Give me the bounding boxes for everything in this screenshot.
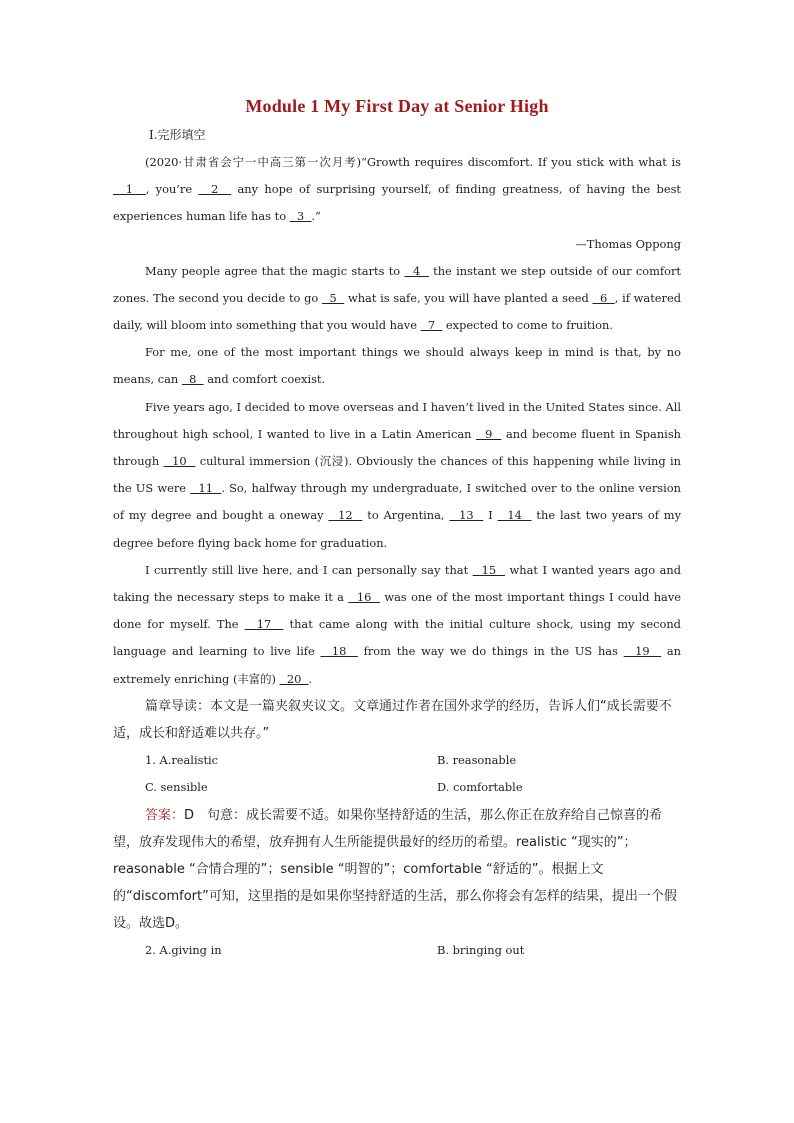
blank-6: 6 (592, 290, 615, 305)
answer-1 (113, 802, 681, 937)
blank-12: 12 (328, 508, 363, 523)
blank-18: 18 (320, 644, 358, 659)
blank-3: 3 (289, 209, 312, 224)
passage-guide: 篇章导读：本文是一篇夹叙夹议文。文章通过作者在国外求学的经历，告诉人们“成长需要不适，成长和舒适难以共存。” (113, 698, 672, 741)
blank-19: 19 (623, 644, 662, 659)
blank-13: 13 (449, 508, 484, 523)
blank-7: 7 (420, 318, 443, 333)
blank-10: 10 (163, 454, 196, 469)
paragraph-1: Many people agree that the magic starts to 4 the instant we step outside of our comfort zones. The second you decide to go 5 what is safe, you will have planted a seed 6 , if watered daily, will bloom into something that you would have 7 expected to come to fruition. (113, 263, 681, 333)
q1-option-b: B. reasonable (437, 752, 517, 767)
question-1-options-row-2 (113, 774, 681, 802)
paragraph-4: I currently still live here, and I can personally say that 15 what I wanted years ago and taking the necessary steps to make it a 16 was one of the most important things I could have done for myself. The 17 that came along with the initial culture shock, using my second language and learning to live life 18 from the way we do things in the US has 19 an extremely enriching (丰富的) 20 . (113, 562, 681, 686)
intro-quote: (2020·甘肃省会宁一中高三第一次月考)“Growth requires discomfort. If you stick with what is 1 , you’re 2 any hope of surprising yourself, of finding greatness, of having the best experiences human life has to 3 .” (113, 155, 681, 224)
paragraph-3: Five years ago, I decided to move overseas and I haven’t lived in the United States since. All throughout high school, I wanted to live in a Latin American 9 and become fluent in Spanish through 10 cultural immersion (沉浸). Obviously the chances of this happening while living in the US were 11 . So, halfway through my undergraduate, I switched over to the online version of my degree and bought a oneway 12 to Argentina, 13 I 14 the last two years of my degree before flying back home for graduation. (113, 399, 682, 550)
blank-5: 5 (322, 290, 345, 305)
q1-option-a: 1. A.realistic (145, 752, 219, 767)
blank-15: 15 (472, 562, 506, 577)
q1-option-d: D. comfortable (437, 780, 523, 795)
q2-option-a: 2. A.giving in (145, 942, 222, 957)
page-title: Module 1 My First Day at Senior High (245, 96, 549, 116)
answer-explanation: D 句意：成长需要不适。如果你坚持舒适的生活，那么你正在放弃给自己惊喜的希望，放弃发现伟大的希望，放弃拥有人生所能提供最好的经历的希望。realistic “现实的”；reasonable “合情合理的”；sensible “明智的”；comfortable “舒适的”。根据上文的“discomfort”可知，这里指的是如果你坚持舒适的生活，那么你将会有怎样的结果，提出一个假设。故选D。 (113, 807, 677, 931)
blank-9: 9 (476, 426, 502, 441)
blank-4: 4 (404, 263, 429, 278)
blank-1: 1 (113, 182, 146, 197)
source-note: (2020·甘肃省会宁一中高三第一次月考) (145, 155, 362, 169)
answer-label: 答案： (145, 807, 185, 823)
blank-11: 11 (190, 481, 222, 496)
blank-2: 2 (198, 182, 232, 197)
question-2-options-row-1 (113, 937, 681, 965)
q1-option-c: C. sensible (145, 780, 208, 795)
paragraph-2: For me, one of the most important things we should always keep in mind is that, by no means, can 8 and comfort coexist. (113, 345, 681, 387)
blank-16: 16 (348, 590, 381, 605)
blank-20: 20 (279, 671, 309, 686)
blank-17: 17 (244, 617, 284, 632)
blank-8: 8 (181, 372, 204, 387)
document-page (113, 96, 681, 964)
question-1-options-row-1 (113, 747, 681, 775)
q2-option-b: B. bringing out (437, 942, 525, 957)
blank-14: 14 (497, 508, 532, 523)
section-heading: Ⅰ.完形填空 (149, 128, 206, 142)
quote-author: —Thomas Oppong (575, 236, 681, 251)
